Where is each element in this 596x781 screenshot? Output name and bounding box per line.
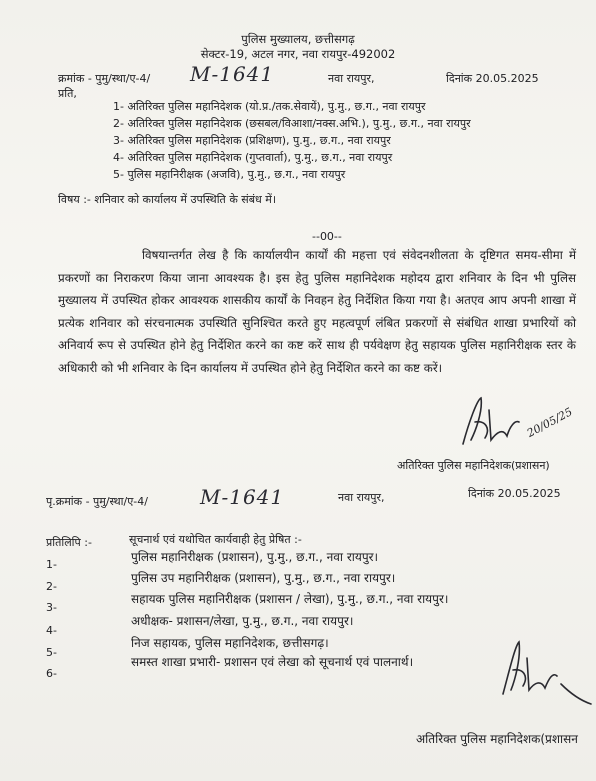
- copy-item-number: 5-: [46, 646, 57, 659]
- copy-item-number: 2-: [46, 580, 57, 593]
- copy-item-text: पुलिस उप महानिरीक्षक (प्रशासन), पु.मु., छ.ग., नवा रायपुर।: [131, 571, 396, 585]
- separator: --00--: [312, 230, 342, 243]
- recipient-item: 3- अतिरिक्त पुलिस महानिदेशक (प्रशिक्षण), पु.मु., छ.ग., नवा रायपुर: [113, 134, 391, 147]
- copy-label: प्रतिलिपि :-: [46, 536, 92, 549]
- subject-line: विषय :- शनिवार को कार्यालय में उपस्थिति के संबंध में।: [58, 193, 276, 206]
- office-name: पुलिस मुख्यालय, छत्तीसगढ़: [241, 32, 355, 46]
- signature-1-designation: अतिरिक्त पुलिस महानिदेशक(प्रशासन): [397, 459, 550, 472]
- copy-item-text: निज सहायक, पुलिस महानिदेशक, छत्तीसगढ़।: [131, 636, 329, 650]
- copy-item-text: सहायक पुलिस महानिरीक्षक (प्रशासन / लेखा), पु.मु., छ.ग., नवा रायपुर।: [131, 592, 449, 606]
- copy-item-number: 6-: [46, 667, 57, 680]
- reference-place: नवा रायपुर,: [328, 72, 375, 85]
- recipient-item: 5- पुलिस महानिरीक्षक (अजवि), पु.मु., छ.ग., नवा रायपुर: [113, 168, 346, 181]
- copy-intro: सूचनार्थ एवं यथोचित कार्यवाही हेतु प्रेषित :-: [129, 533, 302, 546]
- reference-2-number: M-1641: [200, 485, 285, 509]
- recipient-item: 4- अतिरिक्त पुलिस महानिदेशक (गुप्तवार्ता), पु.मु., छ.ग., नवा रायपुर: [113, 151, 393, 164]
- signature-2: [495, 632, 595, 712]
- recipient-item: 1- अतिरिक्त पुलिस महानिदेशक (यो.प्र./तक.सेवायें), पु.मु., छ.ग., नवा रायपुर: [113, 100, 426, 113]
- reference-label: क्रमांक - पुमु/स्था/ए-4/: [58, 72, 151, 85]
- recipient-item: 2- अतिरिक्त पुलिस महानिदेशक (छसबल/विआशा/नक्स.अभि.), पु.मु., छ.ग., नवा रायपुर: [113, 117, 471, 130]
- reference-number: M-1641: [190, 62, 275, 86]
- office-address: सेक्टर-19, अटल नगर, नवा रायपुर-492002: [200, 47, 396, 61]
- copy-item-text: समस्त शाखा प्रभारी- प्रशासन एवं लेखा को सूचनार्थ एवं पालनार्थ।: [131, 655, 414, 669]
- signature-1: [455, 392, 585, 452]
- signature-2-designation: अतिरिक्त पुलिस महानिदेशक(प्रशासन: [416, 732, 578, 746]
- reference-date: दिनांक 20.05.2025: [446, 72, 539, 85]
- reference-2-place: नवा रायपुर,: [338, 491, 385, 504]
- copy-item-text: अधीक्षक- प्रशासन/लेखा, पु.मु., छ.ग., नवा रायपुर।: [131, 614, 354, 628]
- body-paragraph: विषयान्तर्गत लेख है कि कार्यालयीन कार्यों की महत्ता एवं संवेदनशीलता के दृष्टिगत समय-सीमा में प्रकरणों का निराकरण किया जाना आवश्यक है। इस हेतु पुलिस महानिदेशक महोदय द्वारा शनिवार के दिन भी पुलिस मुख्यालय में उपस्थित होकर आवश्यक शासकीय कार्यों के निवहन हेतु निर्देशित किया गया है। अतएव आप अपनी शाखा में प्रत्येक शनिवार को संरचनात्मक उपस्थिति सुनिश्चित करते हुए महत्वपूर्ण लंबित प्रकरणों से संबंधित शाखा प्रभारियों को अनिवार्य रूप से उपस्थित होने हेतु निर्देशित करने का कष्ट करें साथ ही पर्यवेक्षण हेतु सहायक पुलिस महानिरीक्षक स्तर के अधिकारी को भी शनिवार के दिन कार्यालय में उपस्थित होने हेतु निर्देशित करने का कष्ट करें।: [58, 248, 576, 375]
- signature-date-note: 20/05/25: [524, 405, 575, 440]
- copy-item-number: 3-: [46, 601, 57, 614]
- reference-2-label: पृ.क्रमांक - पुमु/स्था/ए-4/: [46, 495, 148, 508]
- copy-item-number: 1-: [46, 558, 57, 571]
- copy-item-number: 4-: [46, 624, 57, 637]
- reference-2-date: दिनांक 20.05.2025: [468, 487, 561, 500]
- to-label: प्रति,: [58, 87, 77, 100]
- copy-item-text: पुलिस महानिरीक्षक (प्रशासन), पु.मु., छ.ग., नवा रायपुर।: [131, 550, 379, 564]
